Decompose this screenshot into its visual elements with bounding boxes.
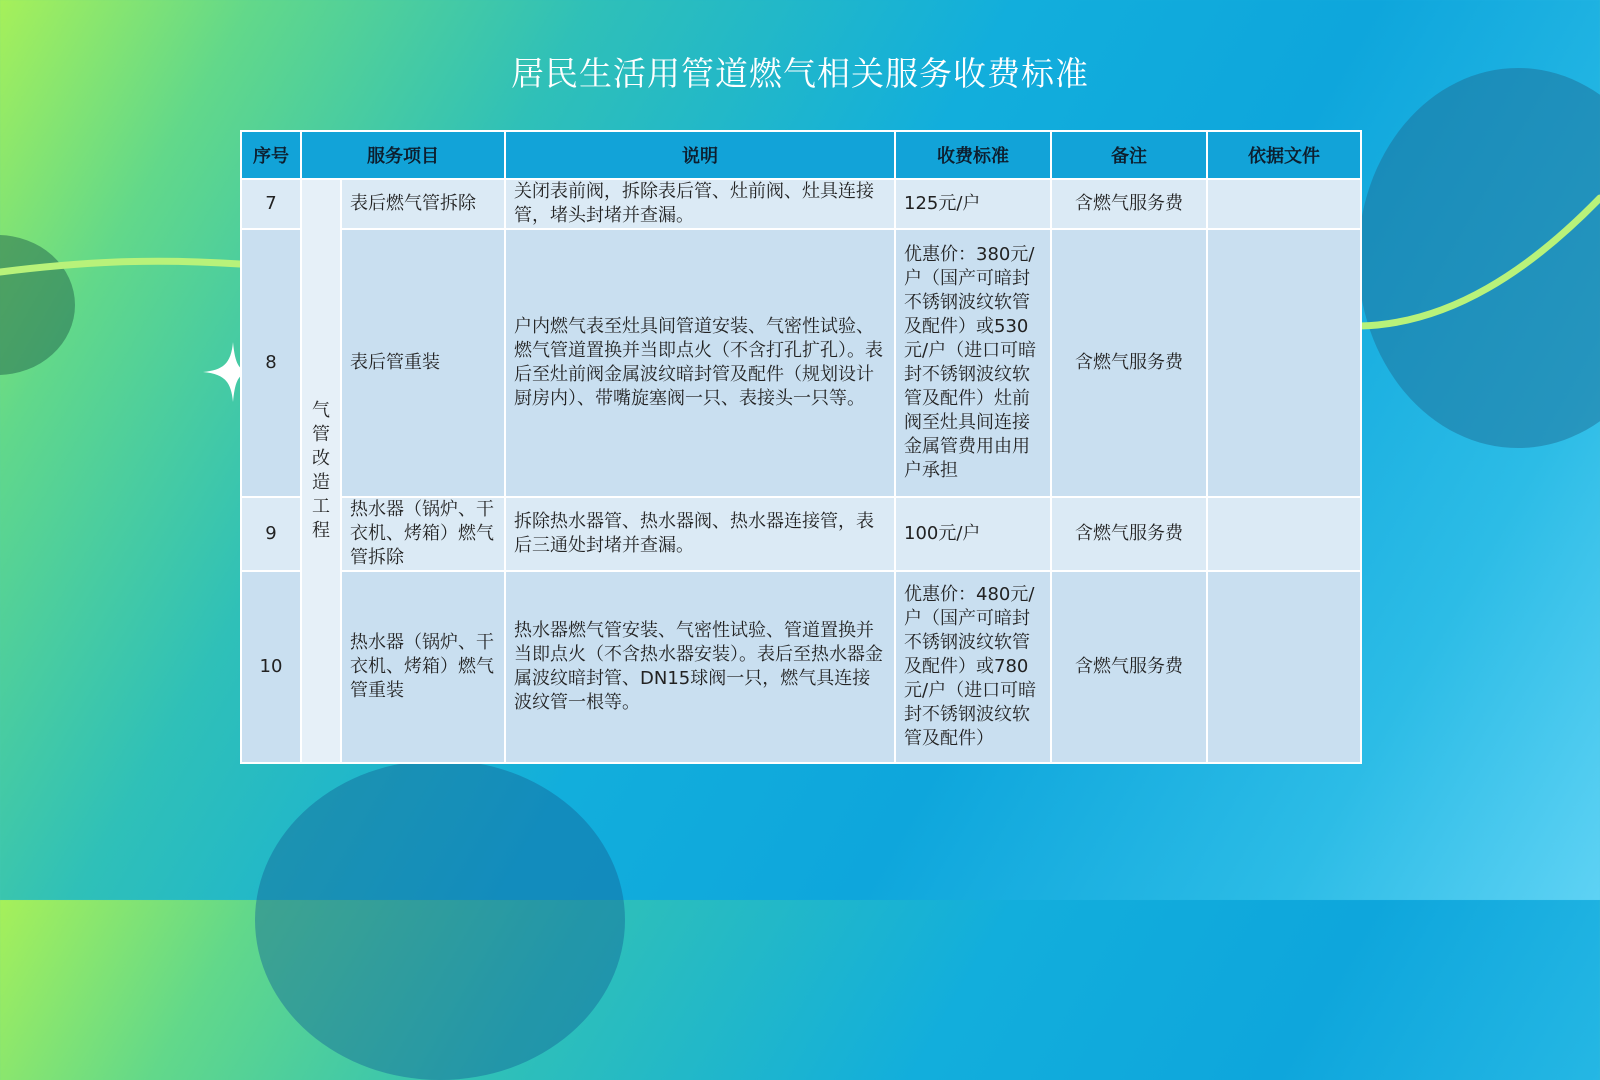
row-no: 8: [241, 229, 301, 497]
category-cell: [301, 179, 341, 763]
table-row: [241, 571, 1361, 763]
row-basis: [1207, 571, 1361, 763]
table-row: [241, 179, 1361, 229]
category-label: 气管改造工程: [312, 400, 330, 541]
row-desc: 户内燃气表至灶具间管道安装、气密性试验、燃气管道置换并当即点火（不含打孔扩孔）。表后至灶前阀金属波纹暗封管及配件（规划设计厨房内）、带嘴旋塞阀一只、表接头一只等。: [505, 229, 895, 497]
page-title: 居民生活用管道燃气相关服务收费标准: [511, 54, 1089, 93]
row-note: 含燃气服务费: [1051, 179, 1207, 229]
row-desc: 关闭表前阀，拆除表后管、灶前阀、灶具连接管，堵头封堵并查漏。: [505, 179, 895, 229]
row-basis: [1207, 229, 1361, 497]
row-fee: 优惠价：480元/户（国产可暗封不锈钢波纹软管及配件）或780元/户（进口可暗封不锈钢波纹软管及配件）: [895, 571, 1051, 763]
header-item: 服务项目: [301, 131, 505, 179]
header-desc: 说明: [505, 131, 895, 179]
header-basis: 依据文件: [1207, 131, 1361, 179]
row-fee: 100元/户: [895, 497, 1051, 571]
row-note: 含燃气服务费: [1051, 229, 1207, 497]
decor-circle-left: [0, 235, 75, 375]
row-item: 热水器（锅炉、干衣机、烤箱）燃气管拆除: [341, 497, 505, 571]
table-row: [241, 229, 1361, 497]
decor-circle-right: [1358, 68, 1600, 448]
header-fee: 收费标准: [895, 131, 1051, 179]
row-no: 9: [241, 497, 301, 571]
row-fee: 125元/户: [895, 179, 1051, 229]
row-item: 热水器（锅炉、干衣机、烤箱）燃气管重装: [341, 571, 505, 763]
table-header-row: [241, 131, 1361, 179]
row-no: 7: [241, 179, 301, 229]
row-basis: [1207, 179, 1361, 229]
row-basis: [1207, 497, 1361, 571]
row-item: 表后管重装: [341, 229, 505, 497]
fee-table: [240, 130, 1362, 764]
row-note: 含燃气服务费: [1051, 497, 1207, 571]
decor-circle-bottom: [255, 760, 625, 1080]
row-note: 含燃气服务费: [1051, 571, 1207, 763]
row-desc: 热水器燃气管安装、气密性试验、管道置换并当即点火（不含热水器安装）。表后至热水器金属波纹暗封管、DN15球阀一只，燃气具连接波纹管一根等。: [505, 571, 895, 763]
row-fee: 优惠价：380元/户（国产可暗封不锈钢波纹软管及配件）或530元/户（进口可暗封不锈钢波纹软管及配件）灶前阀至灶具间连接金属管费用由用户承担: [895, 229, 1051, 497]
row-no: 10: [241, 571, 301, 763]
header-no: 序号: [241, 131, 301, 179]
row-item: 表后燃气管拆除: [341, 179, 505, 229]
header-note: 备注: [1051, 131, 1207, 179]
table-row: [241, 497, 1361, 571]
row-desc: 拆除热水器管、热水器阀、热水器连接管，表后三通处封堵并查漏。: [505, 497, 895, 571]
